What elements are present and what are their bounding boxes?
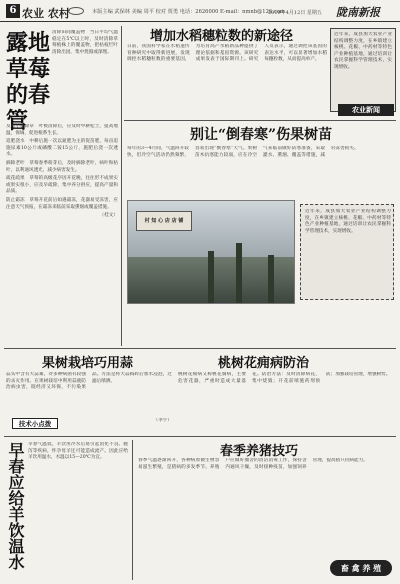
photo-tree [236, 243, 242, 303]
ad-box [330, 28, 396, 112]
photo-tree [268, 255, 274, 303]
section-ornament-icon [68, 7, 84, 15]
pig-headline: 春季养猪技巧 [220, 444, 299, 459]
strawberry-byline: （桂文） [99, 213, 118, 219]
sheep-body: 早春气温低，羊饮用冷水后易引起消化不良、腹泻等疾病，怀孕母羊还可能造成流产。因此应给羊饮用温水，水温以15—20℃为宜。 [28, 442, 128, 461]
paper-name: 陇南新报 [336, 6, 380, 19]
caption-text: 近年来，成县加大农业产业结构调整力度，在乡镇建立核桃、花椒、中药材等特色产业种植基地，通过培训让农民掌握科学管理技术，实现增收。 [305, 209, 391, 234]
page-number: 6 [6, 4, 20, 18]
section-divider [4, 436, 396, 437]
peach-headline: 桃树花痈病防治 [218, 356, 310, 371]
fruit-headline: 果树栽培巧用蒜 [42, 356, 134, 371]
strawberry-para: 及时中耕除草 叶被清除后，应及时中耕松土，提高地温，保墒，促进根系生长。 [6, 124, 118, 136]
strawberry-intro: 清除田间覆盖物 当日平均气温稳定在5℃以上时，及时清除草莓植株上的覆盖物，把枯枝烂叶清除出园，集中烧毁或深埋。 [52, 30, 118, 55]
fruit-body: 蒜头中含有大蒜素，对多种病菌有较强的杀灭作用。在果树栽培中利用蒜液防治病虫害，既经济又环保，不污染果品。方法是将大蒜捣碎后加水浸泡，过滤后喷洒。 [6, 372, 172, 391]
issue-date: 2019年4月12日 星期五 [268, 10, 322, 16]
strawberry-para: 摘除老叶 草莓春季萌芽后，及时摘除老叶、病叶和枯叶，以利通风透光，减少病害发生。 [6, 160, 118, 173]
strawberry-para: 疏花疏果 草莓的高级花序因开花晚，往往形不成果实或果实很小，应及早疏除，集中养分供应，提高产量和品质。 [6, 176, 118, 195]
editor-info: 本版主编 武保林 美编 周平 校对 贾勇 电话：2626000 E-mail：nmnb@126.com [92, 9, 285, 15]
rice-headline: 增加水稻穗粒数的新途径 [150, 29, 294, 44]
section-divider [4, 348, 396, 349]
column-divider [132, 440, 133, 580]
fruit-byline: （李宇） [153, 418, 172, 423]
sheep-title: 早春应给羊饮温水 [6, 442, 25, 570]
news-photo [127, 200, 295, 304]
tree-headline: 别让“倒春寒”伤果树苗 [190, 127, 333, 143]
strawberry-body [6, 124, 118, 344]
strawberry-title-text: 露地草莓的春管 [6, 30, 51, 134]
section-divider [124, 120, 396, 121]
rice-body: 日前，我国科学家在水稻遗传育种研究中取得新进展，发现调控水稻穗粒数的重要基因，为培育高产水稻新品种提供了理论依据和基因资源。该研究成果发表于国际期刊上。研究人员表示，通过调控该基因的表达水平，可以显著增加水稻每穗粒数，从而提高单产。 [127, 44, 327, 63]
pig-body: 春季气温逐渐回升，各种病原微生物容易滋生繁殖，是猪病的多发季节。养殖户应做好圈舍的清洁消毒工作，保持舍内通风干燥，及时接种疫苗，加强饲养管理，提高猪只抗病能力。 [138, 458, 368, 470]
masthead [0, 0, 400, 22]
photo-sign: 村 知 心 店 店 铺 [136, 211, 192, 231]
agri-news-badge: 农业新闻 [338, 104, 394, 116]
photo-tree [208, 251, 214, 303]
ad-text: 近年来，成县加大农业产业结构调整力度，在乡镇建立核桃、花椒、中药材等特色产业种植基地，通过培训让农民掌握科学管理技术，实现增收。 [334, 32, 392, 70]
livestock-badge: 畜 禽 养 殖 [330, 560, 392, 576]
caption-box [300, 204, 394, 300]
tree-body: 每年的3—4月间，气温回升较快，但冷空气活动仍然频繁，容易出现“倒春寒”天气。果树苗木抗寒能力较弱，应在冷空气来临前做好防寒准备，采取灌水、熏烟、覆盖等措施，减轻冻害损失。 [127, 146, 359, 158]
tech-tip-tag: 技术小点拨 [12, 418, 58, 429]
strawberry-title [6, 30, 50, 134]
peach-body: 桃树花痈病又称桃花腐病，主要危害花器，严重时造成大量落花。防治方法：及时清除病花，集中烧毁；开花前喷施药剂预防；加强栽培管理，增强树势。 [178, 372, 391, 384]
strawberry-para: 防止霜冻 草莓开花前后如遇霜冻，花器易受冻害，应注意天气预报，在霜冻来临前采取熏烟或覆盖措施。 [6, 197, 118, 210]
section-name: 农业 农村 [22, 7, 70, 20]
column-divider [121, 26, 122, 346]
strawberry-para: 追肥浇水 中耕后施一次以氮肥为主的促苗肥，每亩追施尿素10公斤或磷酸二铵15公斤，施肥后浇一次透水。 [6, 139, 118, 158]
